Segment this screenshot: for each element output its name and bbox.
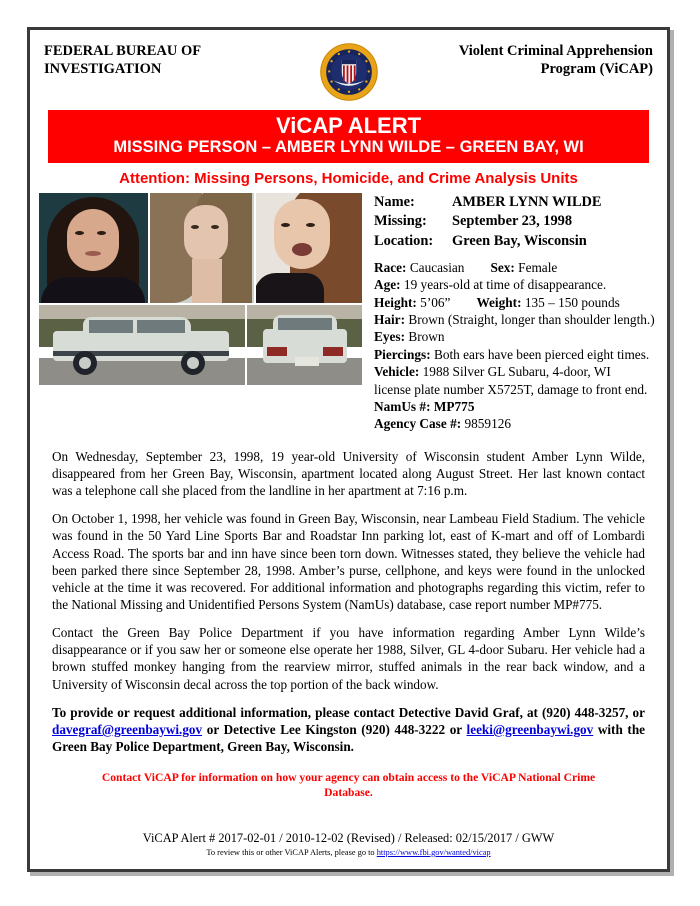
detail-row-race-sex [374,260,658,277]
narrative-paragraph-2: On October 1, 1998, her vehicle was found in Green Bay, Wisconsin, near Lambeau Field Stadium. The vehicle was found in the 50 Yard Line Sports Bar and Roadstar Inn parking lot, east of K-mart and off of Lombardi Access Road. The sports bar and inn have since been torn down. Witnesses stated, they believe the vehicle had been parked there since September 28, 1998. Amber’s purse, cellphone, and keys were found in the unlocked vehicle at the time it was recovered. For additional information and photographs regarding this victim, refer to the National Missing and Unidentified Persons System (NamUs) database, case report number MP#775. [52,511,645,612]
subject-primary-details [374,193,658,251]
narrative-paragraph-1: On Wednesday, September 23, 1998, 19 year-old University of Wisconsin student Amber Lynn Wilde, disappeared from her Green Bay, Wisconsin, apartment located along August Street. Her last known contact was a telephone call she placed from the landline in her apartment at 7:16 p.m. [52,448,645,499]
detail-label-height: Height: [374,294,417,310]
vicap-database-notice: Contact ViCAP for information on how your agency can obtain access to the ViCAP National Crime Database. [101,771,596,800]
subject-physical-details [374,260,658,433]
detail-value-age: 19 years-old at time of disappearance. [403,277,607,293]
detail-row-namus [374,399,658,416]
detail-row-height-weight [374,295,658,312]
alert-banner-subtitle: MISSING PERSON – AMBER LYNN WILDE – GREEN BAY, WI [113,138,584,157]
detail-label-missing: Missing: [374,213,427,230]
program-name [385,42,654,78]
detail-row-location [374,232,658,251]
agency-name [44,42,313,78]
detail-row-eyes [374,329,658,346]
agency-name-line1: FEDERAL BUREAU OF [44,43,202,59]
detail-value-vehicle-cont: license plate number X5725T, damage to front end. [374,381,648,397]
detail-label-eyes: Eyes: [374,329,406,345]
photos-and-details [30,193,667,434]
review-alerts-prefix: To review this or other ViCAP Alerts, please go to [206,848,377,857]
detail-label-age: Age: [374,277,401,293]
alert-banner-title: ViCAP ALERT [275,113,422,138]
narrative-paragraph-3: Contact the Green Bay Police Department if you have information regarding Amber Lynn Wilde’s disappearance or if you saw her or someone else operate her 1988, Silver, GL 4-door Subaru. Her vehicle had a brown stuffed monkey hanging from the rearview mirror, stuffed animals in the rear back window, and a University of Wisconsin decal across the top portion of the back window. [52,625,645,692]
portrait-school-photo [39,193,148,303]
detail-label-sex: Sex: [490,259,515,275]
detail-value-eyes: Brown [408,329,445,345]
document-page-frame [27,27,670,872]
alert-banner [48,110,649,163]
vicap-website-link[interactable]: https://www.fbi.gov/wanted/vicap [376,848,491,857]
detail-label-vehicle: Vehicle: [374,364,420,380]
detail-value-name: AMBER LYNN WILDE [452,194,602,211]
email-link-davegraf[interactable]: davegraf@greenbaywi.gov [52,721,203,737]
program-name-line1: Violent Criminal Apprehension [458,43,653,59]
detail-value-hair: Brown (Straight, longer than shoulder length.) [408,312,655,328]
detail-label-agency-case: Agency Case #: [374,416,462,432]
vehicle-photo-row [39,305,362,385]
detail-row-missing [374,212,658,231]
detail-row-name [374,193,658,212]
detail-row-agency-case [374,416,658,433]
email-link-leeki[interactable]: leeki@greenbaywi.gov [466,721,594,737]
detail-label-namus: NamUs #: [374,398,431,414]
detail-value-vehicle: 1988 Silver GL Subaru, 4-door, WI [422,364,611,380]
detail-row-piercings [374,347,658,364]
fbi-seal-icon [319,42,379,102]
detail-label-race: Race: [374,259,407,275]
detail-value-piercings: Both ears have been pierced eight times. [433,346,650,362]
detail-value-missing: September 23, 1998 [452,213,573,230]
detail-label-name: Name: [374,194,415,211]
portrait-laughing [256,193,362,303]
vehicle-rear-view [247,305,362,385]
poster-header [30,30,667,106]
detail-value-namus: MP775 [433,398,475,414]
narrative-section [30,434,667,756]
vicap-alert-poster [30,30,667,869]
photo-gallery [39,193,362,385]
detail-value-race: Caucasian [409,259,465,275]
contact-text-part1: To provide or request additional information, please contact Detective David Graf, at (920) 448-3257, or [52,704,645,720]
detail-value-sex: Female [518,259,558,275]
portrait-candid-outdoor [150,193,254,303]
contact-text-part3: with the Green Bay Police Department, Green Bay, Wisconsin. [52,721,646,755]
detail-value-agency-case: 9859126 [464,416,512,432]
review-alerts-line [30,848,667,857]
detail-label-hair: Hair: [374,312,406,328]
detail-value-location: Green Bay, Wisconsin [452,232,587,249]
contact-text-part2: or Detective Lee Kingston (920) 448-3222 or [202,721,467,737]
vehicle-side-view [39,305,245,385]
detail-row-age [374,277,658,294]
detail-label-weight: Weight: [476,294,522,310]
detail-label-piercings: Piercings: [374,346,431,362]
detail-value-weight: 135 – 150 pounds [524,294,620,310]
detail-label-location: Location: [374,232,434,249]
program-name-line2: Program (ViCAP) [540,61,653,78]
subject-details [362,193,658,434]
contact-information [52,704,645,755]
detail-value-height: 5’06” [420,294,451,310]
attention-line: Attention: Missing Persons, Homicide, and Crime Analysis Units [119,170,578,188]
detail-row-hair [374,312,658,329]
portrait-photo-row [39,193,362,303]
poster-footer [30,831,667,857]
detail-row-vehicle [374,364,658,381]
agency-name-line2: INVESTIGATION [44,61,162,78]
alert-reference-line: ViCAP Alert # 2017-02-01 / 2010-12-02 (Revised) / Released: 02/15/2017 / GWW [142,831,555,845]
